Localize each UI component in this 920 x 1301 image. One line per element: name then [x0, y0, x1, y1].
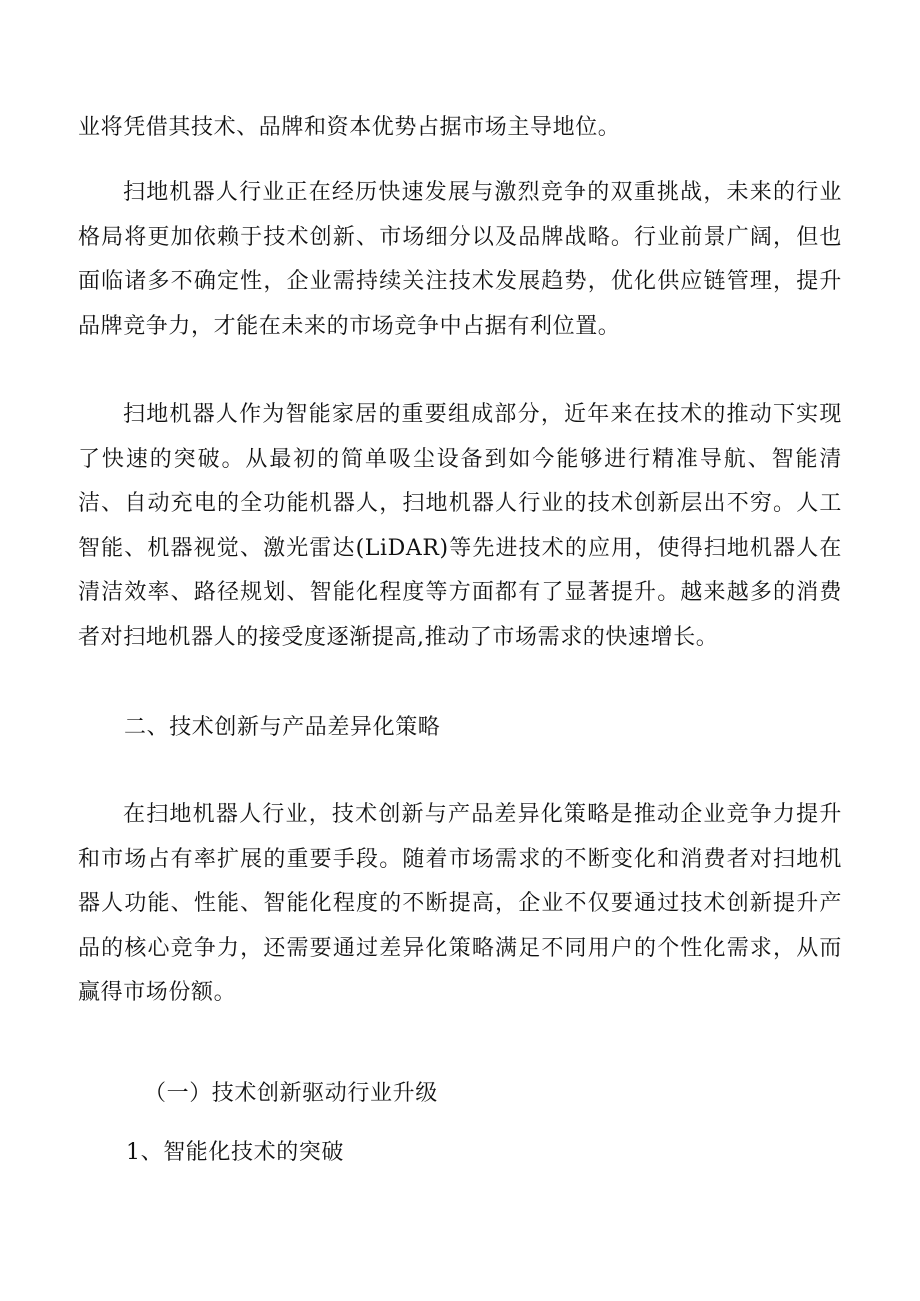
paragraph-tech-breakthrough: 扫地机器人作为智能家居的重要组成部分，近年来在技术的推动下实现了快速的突破。从最初的简单吸尘设备到如今能够进行精准导航、智能清洁、自动充电的全功能机器人，扫地机器人行业的技术创新层出不穷。人工智能、机器视觉、激光雷达(LiDAR)等先进技术的应用，使得扫地机器人在清洁效率、路径规划、智能化程度等方面都有了显著提升。越来越多的消费者对扫地机器人的接受度逐渐提高,推动了市场需求的快速增长。 — [78, 402, 842, 650]
paragraph-industry-outlook: 扫地机器人行业正在经历快速发展与激烈竞争的双重挑战，未来的行业格局将更加依赖于技术创新、市场细分以及品牌战略。行业前景广阔，但也面临诸多不确定性，企业需持续关注技术发展趋势，优化供应链管理，提升品牌竞争力，才能在未来的市场竞争中占据有利位置。 — [78, 180, 842, 339]
section-heading-2: 二、技术创新与产品差异化策略 — [124, 715, 441, 740]
paragraph-differentiation: 在扫地机器人行业，技术创新与产品差异化策略是推动企业竞争力提升和市场占有率扩展的重要手段。随着市场需求的不断变化和消费者对扫地机器人功能、性能、智能化程度的不断提高，企业不仅要通过技术创新提升产品的核心竞争力，还需要通过差异化策略满足不同用户的个性化需求，从而赢得市场份额。 — [78, 802, 842, 1005]
subsection-heading-1: （一）技术创新驱动行业升级 — [144, 1081, 438, 1106]
subsubsection-heading-1: 1、智能化技术的突破 — [126, 1140, 344, 1165]
paragraph-continuation: 业将凭借其技术、品牌和资本优势占据市场主导地位。 — [78, 115, 621, 140]
